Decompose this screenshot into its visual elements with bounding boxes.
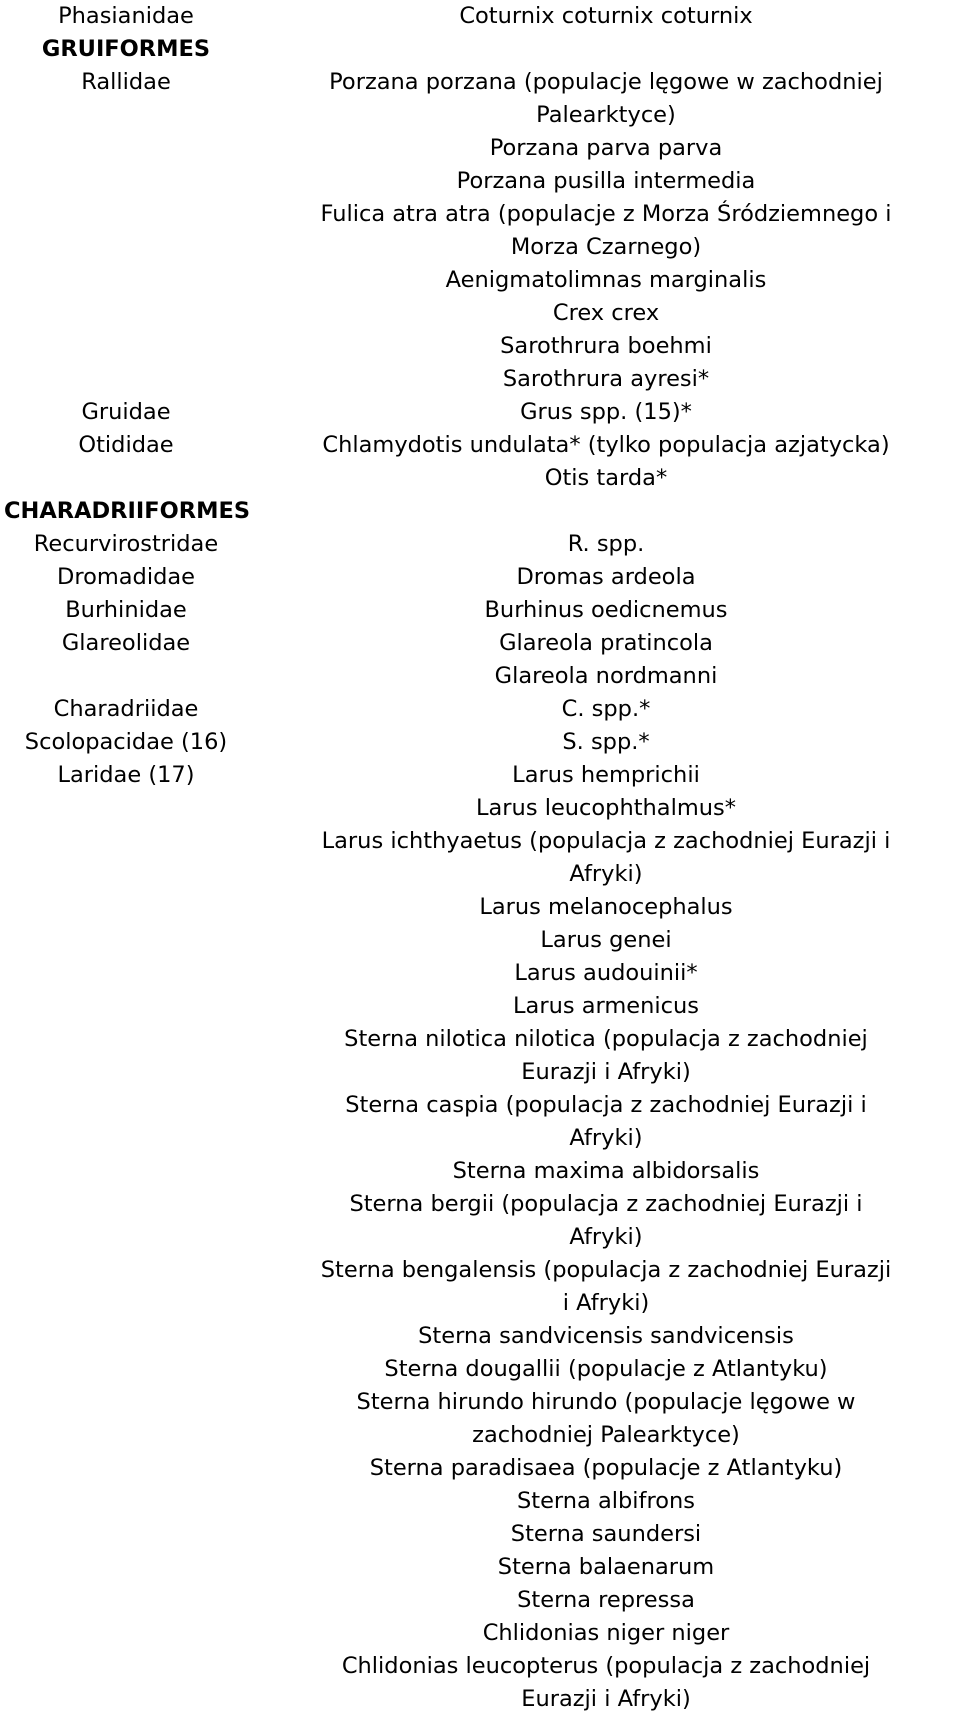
species-cell <box>252 297 960 330</box>
species-name: Larus hemprichii <box>512 762 700 788</box>
taxon-row <box>0 561 960 594</box>
species-cell <box>252 396 960 429</box>
family-name: Rallidae <box>81 69 171 95</box>
family-name: Burhinidae <box>65 597 187 623</box>
family-name <box>0 1452 252 1485</box>
species-cell <box>252 792 960 825</box>
species-cell <box>252 1617 960 1650</box>
species-name: Larus leucophthalmus* <box>475 795 736 821</box>
species-name: Dromas ardeola <box>516 564 696 590</box>
species-cell <box>252 759 960 792</box>
taxon-row <box>0 1254 960 1320</box>
species-name: Sterna hirundo hirundo (populacje lęgowe w <box>356 1389 856 1415</box>
species-name: Porzana pusilla intermedia <box>456 168 756 194</box>
species-name: Palearktyce) <box>536 102 676 128</box>
family-name <box>0 1254 252 1320</box>
species-name: i Afryki) <box>562 1290 650 1316</box>
species-name: S. spp.* <box>562 729 650 755</box>
species-cell <box>252 1188 960 1254</box>
species-name: Glareola nordmanni <box>494 663 718 689</box>
family-name <box>0 297 252 330</box>
family-name: Glareolidae <box>61 630 191 656</box>
species-name: Larus armenicus <box>513 993 699 1019</box>
species-cell <box>252 165 960 198</box>
species-cell <box>252 594 960 627</box>
family-name: Dromadidae <box>57 564 195 590</box>
species-name: zachodniej Palearktyce) <box>472 1422 740 1448</box>
species-name: Larus ichthyaetus (populacja z zachodniej Eurazji i <box>321 828 891 854</box>
family-name: Otididae <box>78 432 174 458</box>
taxon-row <box>0 1518 960 1551</box>
taxon-row <box>0 825 960 891</box>
taxon-row <box>0 1089 960 1155</box>
species-name: Fulica atra atra (populacje z Morza Śródziemnego i <box>320 201 892 227</box>
species-cell <box>252 1551 960 1584</box>
species-cell <box>252 957 960 990</box>
species-name: Aenigmatolimnas marginalis <box>445 267 767 293</box>
species-name: Sterna paradisaea (populacje z Atlantyku) <box>369 1455 843 1481</box>
species-cell <box>252 660 960 693</box>
order-name: CHARADRIIFORMES <box>4 498 251 524</box>
family-name: Charadriidae <box>53 696 199 722</box>
species-cell <box>252 924 960 957</box>
species-name: Coturnix coturnix coturnix <box>459 3 753 29</box>
taxon-row <box>0 990 960 1023</box>
taxon-row <box>0 693 960 726</box>
taxon-row <box>0 132 960 165</box>
species-name: Sterna maxima albidorsalis <box>452 1158 760 1184</box>
family-name <box>0 792 252 825</box>
species-cell <box>252 264 960 297</box>
species-cell <box>252 1353 960 1386</box>
species-cell <box>252 1452 960 1485</box>
taxon-row <box>0 429 960 462</box>
species-cell <box>252 726 960 759</box>
species-name: Sterna balaenarum <box>497 1554 715 1580</box>
species-name: Afryki) <box>569 1224 643 1250</box>
family-name <box>0 1023 252 1089</box>
family-name <box>0 198 252 264</box>
species-cell <box>252 0 960 33</box>
taxon-row <box>0 1155 960 1188</box>
taxon-row <box>0 660 960 693</box>
family-name <box>0 1551 252 1584</box>
family-name: Phasianidae <box>58 3 194 29</box>
family-name: Recurvirostridae <box>33 531 219 557</box>
taxon-row <box>0 264 960 297</box>
family-name <box>0 1320 252 1353</box>
family-name <box>0 924 252 957</box>
taxon-row <box>0 363 960 396</box>
family-name <box>0 1650 252 1716</box>
species-cell <box>252 462 960 495</box>
species-name: Larus melanocephalus <box>479 894 733 920</box>
taxon-row <box>0 165 960 198</box>
species-cell <box>252 1386 960 1452</box>
species-cell <box>252 66 960 132</box>
species-cell <box>252 363 960 396</box>
taxon-row <box>0 759 960 792</box>
species-name: Porzana parva parva <box>489 135 723 161</box>
taxon-row <box>0 1386 960 1452</box>
species-name: Sterna caspia (populacja z zachodniej Eurazji i <box>345 1092 867 1118</box>
species-name: Sterna repressa <box>517 1587 695 1613</box>
taxon-row <box>0 726 960 759</box>
species-name: Sarothrura ayresi* <box>502 366 710 392</box>
species-cell <box>252 330 960 363</box>
taxon-row <box>0 396 960 429</box>
taxon-row <box>0 462 960 495</box>
species-name: Sarothrura boehmi <box>500 333 712 359</box>
family-name <box>0 165 252 198</box>
species-cell <box>252 528 960 561</box>
family-name <box>0 1485 252 1518</box>
taxon-row <box>0 792 960 825</box>
order-row <box>0 495 960 528</box>
species-name: Glareola pratincola <box>499 630 713 656</box>
family-name <box>0 363 252 396</box>
family-name: Scolopacidae (16) <box>24 729 228 755</box>
species-cell <box>252 429 960 462</box>
taxon-row <box>0 1485 960 1518</box>
species-cell <box>252 693 960 726</box>
species-name: Eurazji i Afryki) <box>521 1059 691 1085</box>
family-name <box>0 1188 252 1254</box>
family-name <box>0 990 252 1023</box>
species-name: Chlidonias niger niger <box>482 1620 730 1646</box>
taxon-row <box>0 627 960 660</box>
taxon-row <box>0 1650 960 1716</box>
family-name <box>0 1386 252 1452</box>
taxon-row <box>0 0 960 33</box>
taxon-row <box>0 891 960 924</box>
species-name: Sterna bergii (populacja z zachodniej Eurazji i <box>349 1191 863 1217</box>
taxon-row <box>0 528 960 561</box>
species-name: Porzana porzana (populacje lęgowe w zachodniej <box>329 69 883 95</box>
species-cell <box>252 1650 960 1716</box>
species-name: Crex crex <box>552 300 660 326</box>
order-name: GRUIFORMES <box>41 36 211 62</box>
order-row <box>0 33 960 66</box>
family-name <box>0 660 252 693</box>
family-name: Gruidae <box>81 399 171 425</box>
species-cell <box>252 132 960 165</box>
species-name: Burhinus oedicnemus <box>484 597 728 623</box>
species-cell <box>252 825 960 891</box>
species-cell <box>252 627 960 660</box>
taxon-row <box>0 1617 960 1650</box>
species-cell <box>252 1320 960 1353</box>
taxon-row <box>0 924 960 957</box>
species-cell <box>252 1485 960 1518</box>
species-name: Sterna dougallii (populacje z Atlantyku) <box>384 1356 828 1382</box>
species-name: Afryki) <box>569 1125 643 1151</box>
taxon-row <box>0 1320 960 1353</box>
taxon-row <box>0 957 960 990</box>
species-cell <box>252 891 960 924</box>
family-name <box>0 1089 252 1155</box>
family-name <box>0 1155 252 1188</box>
species-name: Larus audouinii* <box>514 960 698 986</box>
family-name <box>0 1617 252 1650</box>
species-name: Chlamydotis undulata* (tylko populacja azjatycka) <box>322 432 890 458</box>
taxon-row <box>0 1452 960 1485</box>
taxon-row <box>0 594 960 627</box>
taxon-row <box>0 1023 960 1089</box>
family-name <box>0 1518 252 1551</box>
family-name <box>0 330 252 363</box>
species-name: Afryki) <box>569 861 643 887</box>
species-name: Morza Czarnego) <box>510 234 702 260</box>
species-cell <box>252 1023 960 1089</box>
species-name: Sterna nilotica nilotica (populacja z zachodniej <box>344 1026 868 1052</box>
family-name <box>0 825 252 891</box>
taxon-row <box>0 330 960 363</box>
species-name: Otis tarda* <box>544 465 668 491</box>
taxon-row <box>0 1353 960 1386</box>
species-name: Sterna albifrons <box>516 1488 695 1514</box>
species-cell <box>252 198 960 264</box>
species-name: Grus spp. (15)* <box>520 399 692 425</box>
species-name: Sterna bengalensis (populacja z zachodniej Eurazji <box>320 1257 892 1283</box>
species-name: Sterna saundersi <box>510 1521 702 1547</box>
species-name: Sterna sandvicensis sandvicensis <box>418 1323 794 1349</box>
species-cell <box>252 1584 960 1617</box>
species-cell <box>252 1089 960 1155</box>
species-name: Eurazji i Afryki) <box>521 1686 691 1712</box>
family-name <box>0 462 252 495</box>
family-name <box>0 957 252 990</box>
family-name <box>0 1584 252 1617</box>
family-name <box>0 1353 252 1386</box>
taxon-row <box>0 297 960 330</box>
species-name: Chlidonias leucopterus (populacja z zachodniej <box>341 1653 871 1679</box>
family-name <box>0 264 252 297</box>
species-cell <box>252 1155 960 1188</box>
family-name <box>0 891 252 924</box>
taxon-row <box>0 1551 960 1584</box>
species-name: R. spp. <box>567 531 645 557</box>
species-cell <box>252 561 960 594</box>
taxon-row <box>0 66 960 132</box>
species-cell <box>252 990 960 1023</box>
taxon-row <box>0 1188 960 1254</box>
taxon-row <box>0 198 960 264</box>
species-cell <box>252 1518 960 1551</box>
species-name: C. spp.* <box>561 696 651 722</box>
family-name <box>0 132 252 165</box>
species-cell <box>252 1254 960 1320</box>
family-name: Laridae (17) <box>57 762 195 788</box>
taxon-row <box>0 1584 960 1617</box>
species-name: Larus genei <box>540 927 672 953</box>
